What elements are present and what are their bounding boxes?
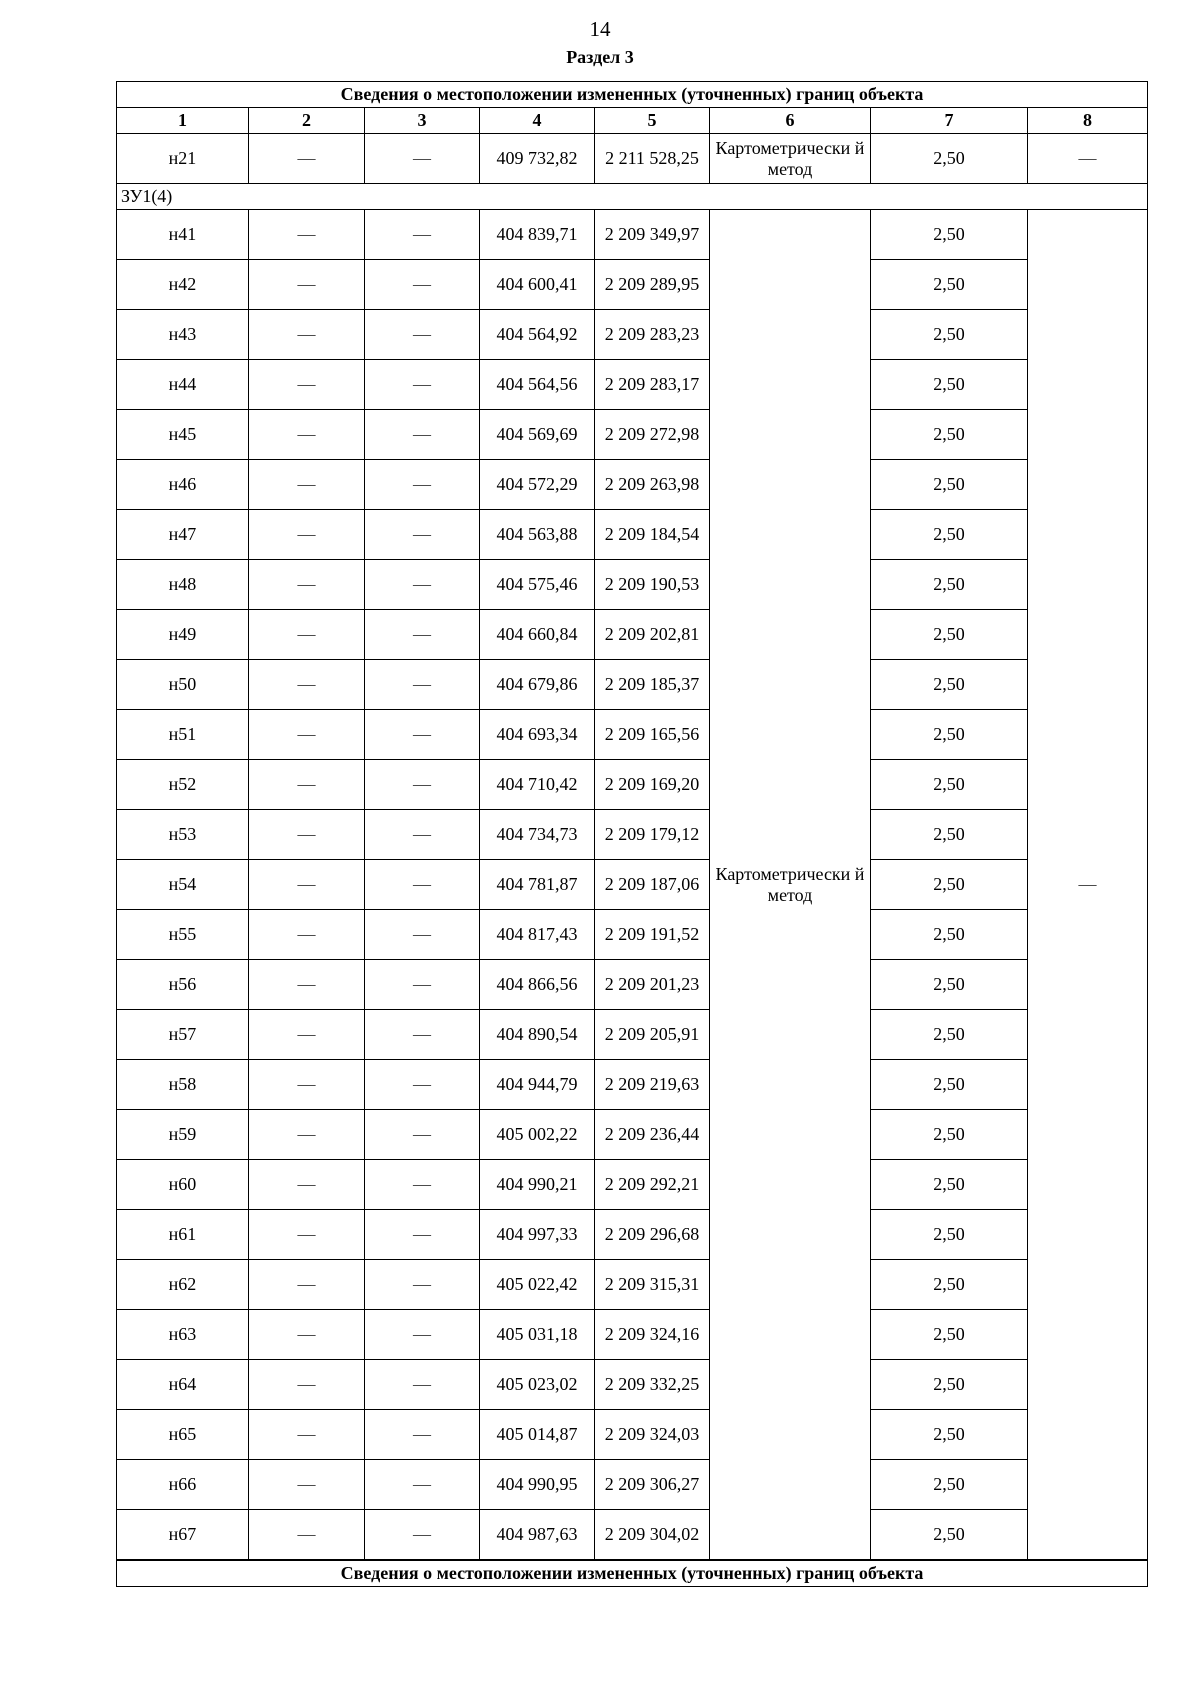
point-name: н46 [117,460,249,510]
cell-col2: — [249,460,365,510]
precision-cell: 2,50 [871,310,1028,360]
cell-col2: — [249,1360,365,1410]
coord-y: 2 209 169,20 [595,760,710,810]
coord-y: 2 209 263,98 [595,460,710,510]
cell-col2: — [249,810,365,860]
cell-col2: — [249,760,365,810]
cell-col2: — [249,310,365,360]
method-cell: Картометрически й метод [710,210,871,1561]
coord-y: 2 209 185,37 [595,660,710,710]
precision-cell: 2,50 [871,1410,1028,1460]
coord-y: 2 209 324,03 [595,1410,710,1460]
column-number: 2 [249,108,365,134]
coord-y: 2 209 349,97 [595,210,710,260]
precision-cell: 2,50 [871,210,1028,260]
coord-x: 404 564,56 [480,360,595,410]
precision-cell: 2,50 [871,1060,1028,1110]
coord-x: 404 839,71 [480,210,595,260]
table-row [117,660,1148,710]
cell-col3: — [365,1460,480,1510]
coord-x: 404 600,41 [480,260,595,310]
coord-y: 2 209 190,53 [595,560,710,610]
table-row [117,410,1148,460]
point-name: н52 [117,760,249,810]
cell-col3: — [365,560,480,610]
table-row [117,460,1148,510]
cell-col2: — [249,1310,365,1360]
coord-x: 405 023,02 [480,1360,595,1410]
precision-cell: 2,50 [871,134,1028,184]
precision-cell: 2,50 [871,510,1028,560]
cell-col3: — [365,660,480,710]
table-row [117,1210,1148,1260]
table-row [117,560,1148,610]
table-row [117,260,1148,310]
precision-cell: 2,50 [871,1110,1028,1160]
coord-x: 409 732,82 [480,134,595,184]
table-row [117,210,1148,260]
precision-cell: 2,50 [871,1010,1028,1060]
precision-cell: 2,50 [871,1210,1028,1260]
coord-y: 2 209 219,63 [595,1060,710,1110]
method-cell: Картометрически й метод [710,134,871,184]
cell-col2: — [249,860,365,910]
point-name: н44 [117,360,249,410]
cell-col3: — [365,1260,480,1310]
point-name: н42 [117,260,249,310]
cell-col2: — [249,1010,365,1060]
coord-y: 2 209 202,81 [595,610,710,660]
precision-cell: 2,50 [871,560,1028,610]
coord-y: 2 211 528,25 [595,134,710,184]
cell-col2: — [249,610,365,660]
coord-y: 2 209 165,56 [595,710,710,760]
point-name: н60 [117,1160,249,1210]
coord-y: 2 209 179,12 [595,810,710,860]
table-row [117,1060,1148,1110]
table-title: Сведения о местоположении измененных (уточненных) границ объекта [117,82,1148,108]
coord-x: 404 990,21 [480,1160,595,1210]
coord-y: 2 209 201,23 [595,960,710,1010]
coord-y: 2 209 187,06 [595,860,710,910]
cell-col3: — [365,1510,480,1561]
table-row [117,310,1148,360]
cell-col2: — [249,910,365,960]
table-row [117,760,1148,810]
point-name: н64 [117,1360,249,1410]
point-name: н66 [117,1460,249,1510]
table-row [117,910,1148,960]
cell-col2: — [249,134,365,184]
coord-x: 404 679,86 [480,660,595,710]
table-row [117,1410,1148,1460]
column-number: 3 [365,108,480,134]
point-name: н50 [117,660,249,710]
column-number: 1 [117,108,249,134]
cell-col3: — [365,260,480,310]
table-row [117,960,1148,1010]
cell-col2: — [249,1210,365,1260]
coord-x: 405 014,87 [480,1410,595,1460]
precision-cell: 2,50 [871,460,1028,510]
coord-x: 404 781,87 [480,860,595,910]
point-name: н21 [117,134,249,184]
column-number: 8 [1028,108,1148,134]
coord-y: 2 209 283,23 [595,310,710,360]
table-row [117,1360,1148,1410]
precision-cell: 2,50 [871,710,1028,760]
cell-col3: — [365,510,480,560]
point-name: н55 [117,910,249,960]
coord-y: 2 209 236,44 [595,1110,710,1160]
table-row [117,1510,1148,1561]
precision-cell: 2,50 [871,360,1028,410]
cell-col2: — [249,410,365,460]
column-number: 4 [480,108,595,134]
coord-x: 404 693,34 [480,710,595,760]
coord-x: 404 569,69 [480,410,595,460]
precision-cell: 2,50 [871,610,1028,660]
coord-x: 405 031,18 [480,1310,595,1360]
column-number: 7 [871,108,1028,134]
point-name: н56 [117,960,249,1010]
cell-col3: — [365,810,480,860]
column-number: 6 [710,108,871,134]
coord-y: 2 209 283,17 [595,360,710,410]
coord-x: 404 997,33 [480,1210,595,1260]
coord-x: 404 944,79 [480,1060,595,1110]
table-row [117,860,1148,910]
cell-col3: — [365,760,480,810]
cell-col3: — [365,134,480,184]
cell-col2: — [249,560,365,610]
point-name: н53 [117,810,249,860]
coord-y: 2 209 289,95 [595,260,710,310]
table-row [117,710,1148,760]
table-row [117,360,1148,410]
cell-col2: — [249,360,365,410]
precision-cell: 2,50 [871,910,1028,960]
precision-cell: 2,50 [871,760,1028,810]
cell-col3: — [365,1010,480,1060]
precision-cell: 2,50 [871,260,1028,310]
point-name: н45 [117,410,249,460]
point-name: н41 [117,210,249,260]
precision-cell: 2,50 [871,1260,1028,1310]
coord-x: 405 022,42 [480,1260,595,1310]
point-name: н48 [117,560,249,610]
column-number: 5 [595,108,710,134]
cell-col3: — [365,1410,480,1460]
cell-col2: — [249,1410,365,1460]
coord-x: 404 890,54 [480,1010,595,1060]
table-row [117,610,1148,660]
table-row [117,1260,1148,1310]
cell-col8: — [1028,134,1148,184]
table-row [117,1160,1148,1210]
precision-cell: 2,50 [871,410,1028,460]
cell-col3: — [365,1160,480,1210]
cell-col3: — [365,610,480,660]
table-footer-title: Сведения о местоположении измененных (уточненных) границ объекта [117,1560,1148,1587]
coord-x: 404 575,46 [480,560,595,610]
coord-x: 404 987,63 [480,1510,595,1561]
cell-col3: — [365,410,480,460]
precision-cell: 2,50 [871,860,1028,910]
coord-y: 2 209 304,02 [595,1510,710,1561]
cell-col3: — [365,460,480,510]
cell-col2: — [249,960,365,1010]
precision-cell: 2,50 [871,960,1028,1010]
point-name: н67 [117,1510,249,1561]
cell-col2: — [249,1510,365,1561]
coord-x: 404 572,29 [480,460,595,510]
cell-col3: — [365,1310,480,1360]
point-name: н58 [117,1060,249,1110]
cell-col3: — [365,1210,480,1260]
point-name: н59 [117,1110,249,1160]
table-row [117,1110,1148,1160]
cell-col2: — [249,1110,365,1160]
precision-cell: 2,50 [871,810,1028,860]
boundary-coordinates-table [116,81,1148,1587]
coord-y: 2 209 191,52 [595,910,710,960]
point-name: н63 [117,1310,249,1360]
coord-y: 2 209 332,25 [595,1360,710,1410]
coord-x: 404 990,95 [480,1460,595,1510]
cell-col2: — [249,1160,365,1210]
table-row [117,510,1148,560]
cell-col3: — [365,210,480,260]
coord-y: 2 209 296,68 [595,1210,710,1260]
point-name: н62 [117,1260,249,1310]
cell-col8: — [1028,210,1148,1561]
coord-x: 404 866,56 [480,960,595,1010]
coord-y: 2 209 315,31 [595,1260,710,1310]
coord-x: 404 710,42 [480,760,595,810]
point-name: н47 [117,510,249,560]
cell-col2: — [249,710,365,760]
coord-x: 404 564,92 [480,310,595,360]
cell-col3: — [365,360,480,410]
cell-col3: — [365,1060,480,1110]
coord-x: 404 734,73 [480,810,595,860]
table-row [117,1010,1148,1060]
precision-cell: 2,50 [871,660,1028,710]
precision-cell: 2,50 [871,1160,1028,1210]
cell-col3: — [365,710,480,760]
coord-y: 2 209 324,16 [595,1310,710,1360]
table-row [117,1310,1148,1360]
coord-x: 404 660,84 [480,610,595,660]
page-number: 14 [589,17,611,41]
coord-y: 2 209 184,54 [595,510,710,560]
coord-x: 404 817,43 [480,910,595,960]
cell-col2: — [249,1260,365,1310]
group-label: ЗУ1(4) [117,184,1148,210]
precision-cell: 2,50 [871,1460,1028,1510]
cell-col2: — [249,510,365,560]
point-name: н61 [117,1210,249,1260]
coord-y: 2 209 292,21 [595,1160,710,1210]
coord-y: 2 209 306,27 [595,1460,710,1510]
table-row [117,1460,1148,1510]
precision-cell: 2,50 [871,1310,1028,1360]
point-name: н43 [117,310,249,360]
cell-col2: — [249,260,365,310]
cell-col3: — [365,860,480,910]
coord-x: 404 563,88 [480,510,595,560]
table-row [117,810,1148,860]
cell-col3: — [365,1360,480,1410]
coord-y: 2 209 272,98 [595,410,710,460]
coord-y: 2 209 205,91 [595,1010,710,1060]
cell-col3: — [365,1110,480,1160]
cell-col3: — [365,310,480,360]
point-name: н49 [117,610,249,660]
precision-cell: 2,50 [871,1510,1028,1561]
cell-col3: — [365,960,480,1010]
point-name: н51 [117,710,249,760]
cell-col2: — [249,1060,365,1110]
cell-col2: — [249,1460,365,1510]
point-name: н65 [117,1410,249,1460]
coord-x: 405 002,22 [480,1110,595,1160]
section-title: Раздел 3 [566,47,634,67]
cell-col2: — [249,660,365,710]
point-name: н54 [117,860,249,910]
cell-col3: — [365,910,480,960]
point-name: н57 [117,1010,249,1060]
precision-cell: 2,50 [871,1360,1028,1410]
cell-col2: — [249,210,365,260]
